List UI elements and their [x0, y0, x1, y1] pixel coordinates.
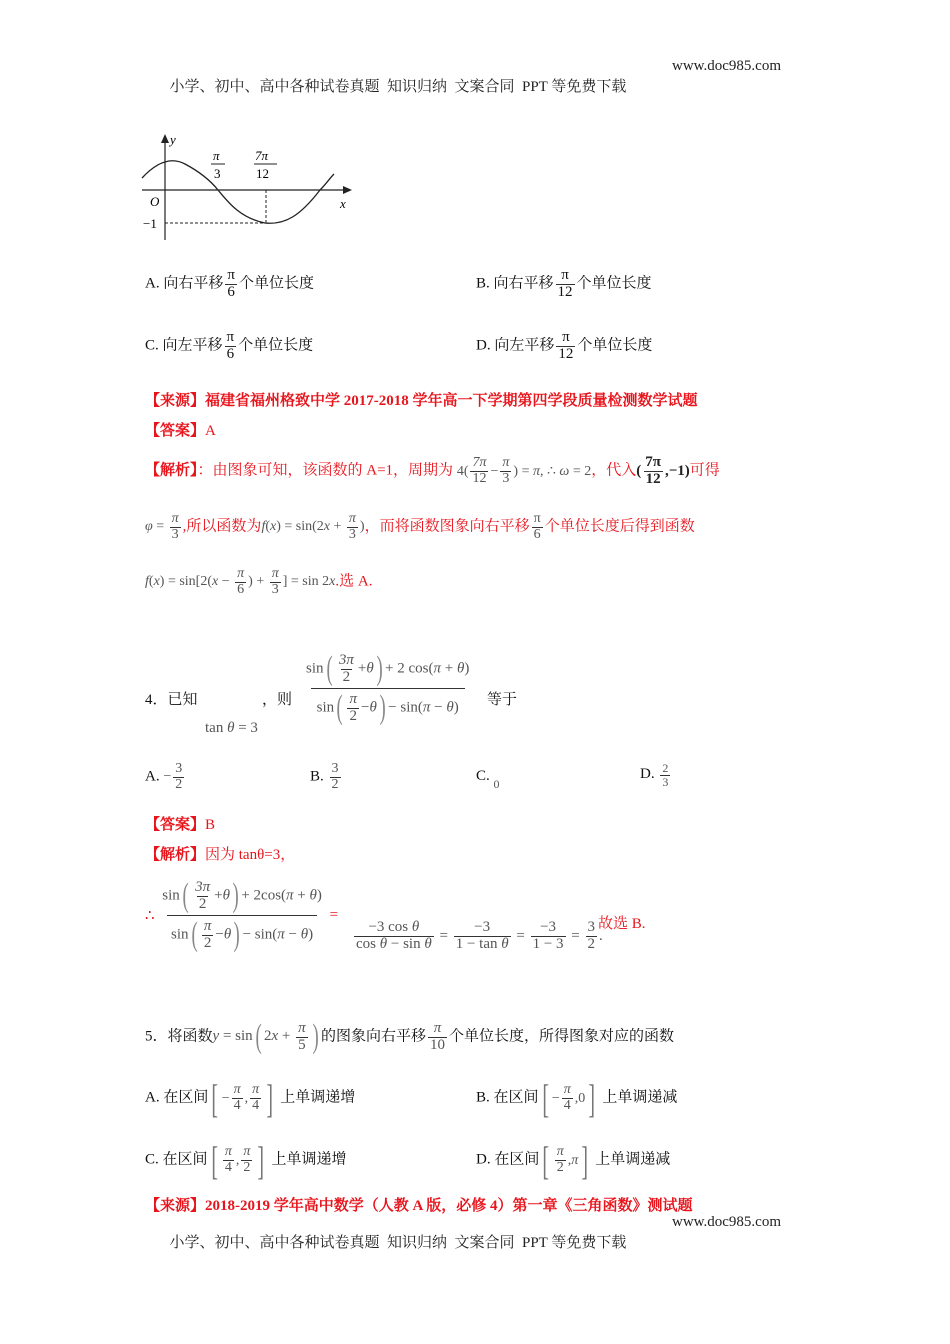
header-url[interactable]: www.doc985.com — [672, 58, 782, 74]
tick2-denominator: 12 — [256, 166, 269, 181]
footer-text: 小学、初中、高中各种试卷真题 知识归纳 文案合同 PPT 等免费下载 — [169, 1235, 627, 1251]
q4-analysis: 【解析】因为 tanθ=3， — [145, 847, 296, 863]
q4-option-d[interactable]: D. $\frac{2}{3}$ — [640, 761, 669, 789]
source-text: 福建省福州格致中学 2017-2018 学年高一下学期第四学段质量检测数学试题 — [205, 393, 698, 409]
analysis-label: 【解析】 — [145, 462, 198, 479]
q4-solution: ∴ sin( $\frac{3\pi}{2}$ +θ) + 2cos(π + θ) sin( $\frac{\pi}{2}$ −θ) − sin(π − θ) = — [145, 877, 339, 953]
page-header — [162, 58, 626, 96]
q3-option-c[interactable] — [145, 330, 313, 363]
option-letter: B. — [476, 275, 490, 292]
option-prefix: 向左平移 — [494, 337, 555, 354]
option-suffix: 个单位长度 — [577, 337, 653, 354]
option-letter: C. — [145, 337, 159, 354]
tick1-denominator: 3 — [214, 166, 221, 181]
tick2-numerator: 7π — [255, 148, 269, 163]
option-suffix: 个单位长度 — [576, 275, 652, 292]
q4-stem-number: 4．已知 — [145, 692, 198, 708]
q4-then: ，则 — [262, 692, 293, 708]
fraction: $\frac{\pi}{6}$ — [227, 267, 235, 300]
q4-chain: $\frac{\text{−3 cos θ}}{\text{cos θ − sin θ}}$ = $\frac{-3}{\text{1 − tan θ}}$ = $\frac{-3}{1 - 3}$ = $\frac{3}{2}$ . — [356, 919, 603, 952]
q4-equals-text: 等于 — [487, 692, 518, 708]
page-footer — [162, 1214, 626, 1252]
answer-label: 【答案】 — [145, 423, 206, 439]
q5-option-c[interactable]: C. 在区间[ $\frac{\pi}{4}$ , $\frac{\pi}{2}$ ] 上单调递增 — [145, 1138, 347, 1183]
origin-label: O — [150, 194, 160, 209]
option-letter: D. — [476, 337, 491, 354]
point-coord: ( $\frac{7\pi}{12}$ ,−1) — [636, 454, 690, 487]
source-label: 【来源】 — [145, 393, 206, 409]
q5-stem: 5．将函数y = sin( 2x + $\frac{\pi}{5}$ ) 的图象向右平移 $\frac{\pi}{10}$ 个单位长度，所得图象对应的函数 — [145, 1018, 675, 1055]
q3-analysis-line1: 【解析】：由图象可知，该函数的 A=1，周期为 4( $\frac{7\pi}{12}$ − $\frac{\pi}{3}$ ) = π, ∴ ω = 2，代入( $\frac{7\pi}{12}$ ,−1)可得 — [145, 454, 720, 487]
sine-graph-figure — [140, 128, 365, 248]
q3-option-b[interactable] — [476, 268, 652, 301]
option-suffix: 个单位长度 — [238, 337, 314, 354]
fraction: $\frac{\pi}{6}$ — [226, 329, 235, 362]
option-prefix: 向右平移 — [163, 275, 224, 292]
q4-conclusion: 故选 B. — [598, 916, 646, 932]
q4-answer: 【答案】B — [145, 817, 216, 833]
q5-option-a[interactable]: A. 在区间[ − $\frac{\pi}{4}$ , $\frac{\pi}{4}$ ] 上单调递增 — [145, 1076, 356, 1121]
answer-value: A — [205, 423, 216, 439]
q3-answer — [145, 419, 216, 440]
q3-analysis-line2: φ = $\frac{\pi}{3}$ ,所以函数为f(x) = sin(2x + $\frac{\pi}{3}$ )，而将函数图象向右平移 $\frac{\pi}{6}$ 个单位长度后得到函数 — [145, 511, 695, 542]
q3-option-d[interactable] — [476, 330, 652, 363]
q4-given-condition: tan θ = 3 — [205, 720, 258, 736]
footer-url[interactable]: www.doc985.com — [672, 1214, 782, 1230]
q4-option-b[interactable]: B. $\frac{3}{2}$ — [310, 761, 339, 792]
option-prefix: 向右平移 — [493, 275, 554, 292]
q5-source: 【来源】2018-2019 学年高中数学（人教 A 版，必修 4）第一章《三角函数》测试题 — [145, 1198, 693, 1214]
period-formula: 4( $\frac{7\pi}{12}$ − $\frac{\pi}{3}$ ) = π, ∴ ω = 2 — [456, 455, 592, 486]
q5-option-b[interactable]: B. 在区间[ − $\frac{\pi}{4}$ ,0] 上单调递减 — [476, 1076, 678, 1121]
option-letter: A. — [145, 275, 160, 292]
q4-option-c[interactable]: C. $_0$ — [476, 768, 500, 791]
y-axis-label: y — [170, 132, 176, 147]
q3-option-a[interactable] — [145, 268, 314, 301]
q5-option-d[interactable]: D. 在区间[ $\frac{\pi}{2}$ ,π] 上单调递减 — [476, 1138, 671, 1183]
fraction: $\frac{\pi}{12}$ — [558, 329, 574, 362]
q4-option-a[interactable]: A. − $\frac{3}{2}$ — [145, 761, 183, 792]
option-prefix: 向左平移 — [162, 337, 223, 354]
tick1-numerator: π — [213, 148, 220, 163]
minus-one-label: −1 — [143, 216, 157, 231]
fraction: $\frac{\pi}{12}$ — [557, 267, 573, 300]
x-axis-label: x — [340, 196, 346, 211]
option-suffix: 个单位长度 — [238, 275, 314, 292]
q3-source — [145, 389, 698, 410]
q4-expression: sin( $\frac{3\pi}{2}$ +θ) + 2 cos(π + θ) sin( $\frac{\pi}{2}$ −θ) − sin(π − θ) — [306, 650, 470, 726]
header-text: 小学、初中、高中各种试卷真题 知识归纳 文案合同 PPT 等免费下载 — [169, 79, 627, 95]
q3-analysis-line3: f(x) = sin[2(x − $\frac{\pi}{6}$ ) + $\frac{\pi}{3}$ ] = sin 2x.选 A. — [145, 566, 373, 597]
